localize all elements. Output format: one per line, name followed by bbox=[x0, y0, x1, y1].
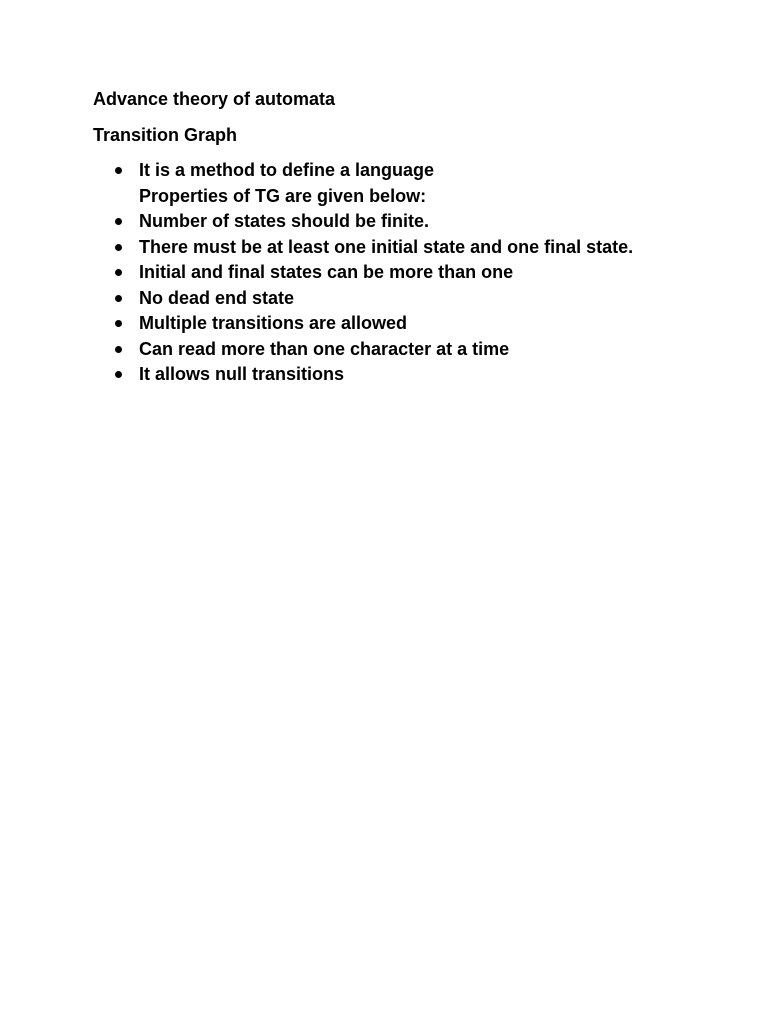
list-item-text: Can read more than one character at a time bbox=[139, 338, 510, 359]
bullet-icon bbox=[115, 218, 122, 225]
list-item-text: It allows null transitions bbox=[139, 364, 345, 384]
bullet-icon bbox=[115, 346, 122, 353]
list-item-text: No dead end state bbox=[139, 287, 295, 308]
list-item bbox=[93, 209, 728, 235]
list-item-text: Initial and final states can be more than one bbox=[139, 262, 514, 282]
section-heading: Transition Graph bbox=[93, 125, 238, 145]
properties-list bbox=[93, 158, 728, 388]
list-item bbox=[93, 158, 728, 209]
bullet-icon bbox=[115, 167, 122, 174]
list-item bbox=[93, 235, 728, 261]
list-item-text: It is a method to define a language bbox=[139, 160, 435, 180]
bullet-icon bbox=[115, 269, 122, 276]
document-title: Advance theory of automata bbox=[93, 89, 336, 109]
list-item bbox=[93, 337, 728, 363]
bullet-icon bbox=[115, 295, 122, 302]
bullet-icon bbox=[115, 371, 122, 378]
list-item bbox=[93, 260, 728, 286]
list-item bbox=[93, 311, 728, 337]
list-item-text: There must be at least one initial state and one final state. bbox=[139, 236, 634, 257]
list-item-text: Multiple transitions are allowed bbox=[139, 313, 408, 333]
list-item-text: Number of states should be finite. bbox=[139, 211, 430, 231]
list-item bbox=[93, 286, 728, 312]
list-item bbox=[93, 362, 728, 388]
list-item-continuation: Properties of TG are given below: bbox=[139, 185, 427, 206]
bullet-icon bbox=[115, 244, 122, 251]
bullet-icon bbox=[115, 320, 122, 327]
